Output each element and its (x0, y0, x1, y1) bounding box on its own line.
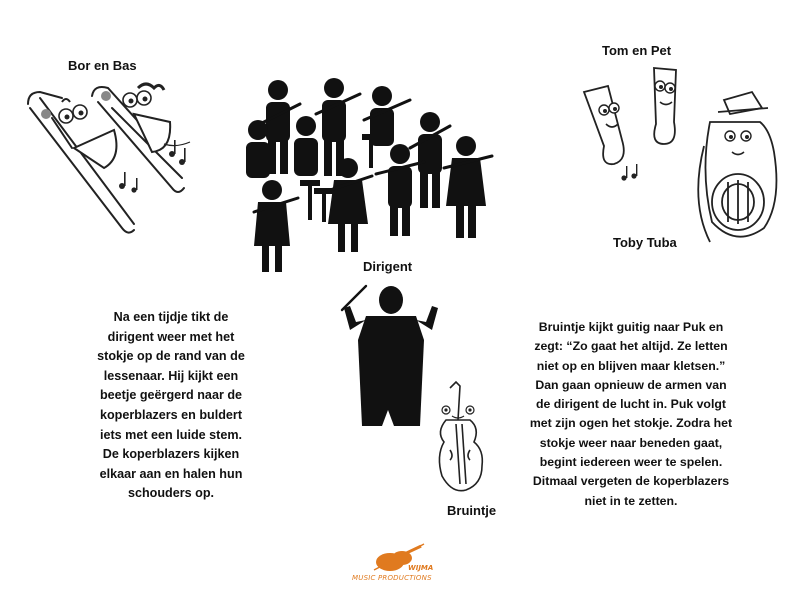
story-line: schouders op. (127, 486, 215, 501)
orchestra-silhouette (240, 74, 500, 274)
story-line: begint iedereen weer te spelen. (539, 455, 723, 470)
story-line: dirigent weer met het (107, 329, 235, 344)
tuba-illustration (690, 82, 790, 250)
story-line: stokje weer naar beneden gaat, (539, 435, 723, 450)
label-dirigent: Dirigent (363, 259, 413, 274)
label-tom-en-pet: Tom en Pet (602, 43, 672, 58)
story-line: Bruintje kijkt guitig naar Puk en (538, 320, 724, 334)
story-line: stokje op de rand van de (97, 349, 245, 364)
logo (350, 540, 450, 594)
story-right (506, 318, 756, 511)
story-line: Ditmaal vergeten de koperblazers (532, 474, 730, 489)
bruintje-illustration (432, 380, 492, 500)
story-line: lessenaar. Hij kijkt een (103, 368, 239, 383)
trombones-illustration (22, 78, 202, 243)
story-line: de dirigent de lucht in. Puk volgt (536, 397, 726, 412)
story-line: met zijn ogen het stokje. Zodra het (529, 416, 733, 431)
story-line: niet op en blijven maar kletsen.” (536, 358, 726, 373)
logo-subtitle: MUSIC PRODUCTIONS (352, 574, 432, 582)
story-line: koperblazers en buldert (99, 407, 243, 422)
story-line: elkaar aan en halen hun (99, 466, 243, 481)
logo-brand: WIJMA (408, 564, 434, 572)
label-bruintje: Bruintje (447, 503, 497, 518)
story-line: Dan gaan opnieuw de armen van (535, 377, 727, 392)
label-bor-en-bas: Bor en Bas (68, 58, 137, 73)
trumpets-illustration (578, 62, 698, 187)
story-line: Na een tijdje tikt de (113, 310, 229, 324)
story-line: zegt: “Zo gaat het altijd. Ze letten (534, 339, 728, 354)
story-line: De koperblazers kijken (102, 447, 240, 462)
conductor-silhouette (338, 280, 444, 430)
story-line: niet in te zetten. (584, 493, 678, 508)
story-line: iets met een luide stem. (99, 427, 243, 442)
label-toby-tuba: Toby Tuba (613, 235, 677, 250)
story-line: beetje geërgerd naar de (99, 388, 243, 403)
story-left (56, 308, 286, 504)
